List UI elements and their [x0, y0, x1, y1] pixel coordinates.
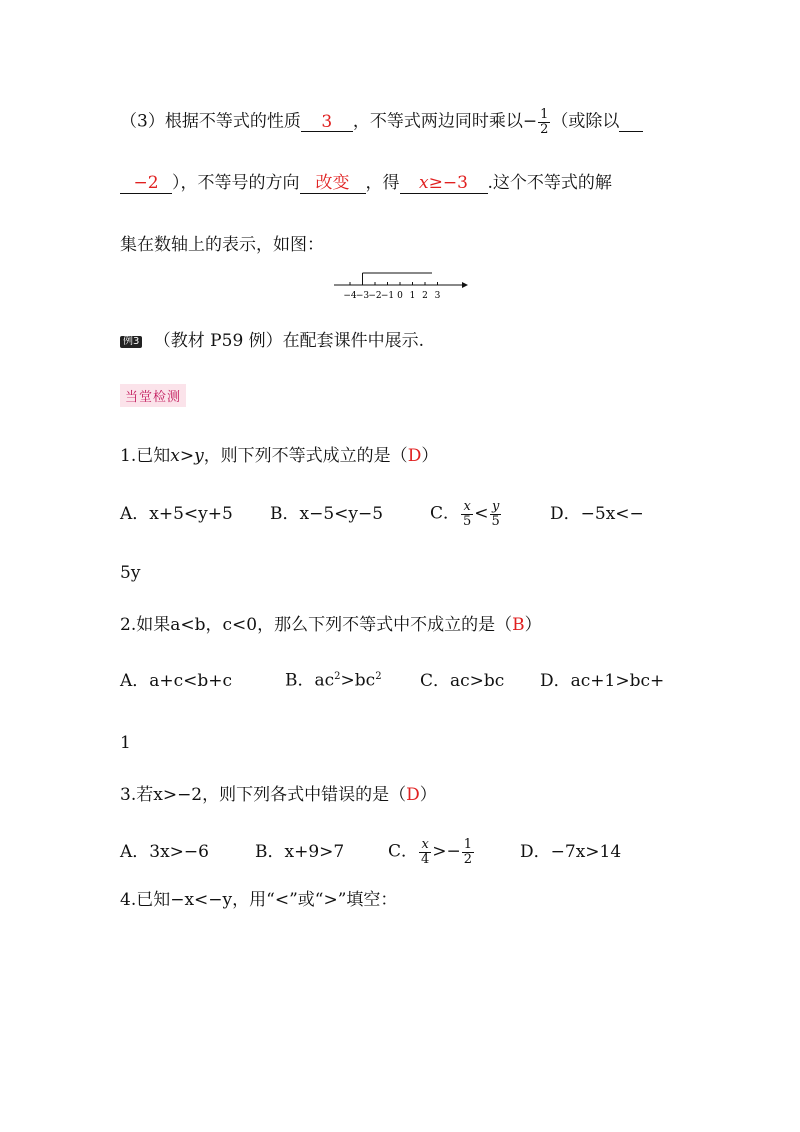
q1-options	[120, 500, 644, 528]
q3-stem-b: ，则下列各式中错误的是（	[202, 785, 407, 805]
q2-option-b: B．$ac^2>bc^2$	[285, 670, 382, 691]
q3-option-a: A．3x>−6	[120, 841, 209, 862]
answer-blank-2-start	[619, 113, 643, 133]
q3-answer: D	[406, 785, 420, 805]
q1-option-d-cont: 5y	[120, 563, 141, 583]
block3-text-g: 集在数轴上的表示，如图：	[120, 235, 324, 255]
block3-line2	[120, 174, 612, 194]
number-line-arrow	[462, 282, 468, 288]
q3-option-c: C． $\frac{x}{4}$ >− $\frac{1}{2}$	[388, 837, 473, 867]
q1-var-x: x	[170, 446, 180, 466]
q2-answer: B	[512, 615, 525, 635]
q2-option-d-cont: 1	[120, 733, 131, 753]
answer-blank-2: −2	[120, 174, 172, 194]
section-tag: 当堂检测	[120, 384, 186, 407]
q3-stem-a: 3.若	[120, 785, 154, 805]
number-line-tick-label: 3	[434, 291, 441, 300]
number-line-tick-label: −2	[368, 291, 382, 300]
answer-blank-4: x≥−3	[400, 174, 488, 194]
number-line-tick-label: 0	[397, 291, 403, 300]
q2-condition: a<b，c<0	[170, 615, 258, 635]
number-line-tick-label: −3	[355, 291, 370, 300]
example-text: （教材 P59 例）在配套课件中展示.	[153, 331, 425, 351]
q1-option-c: C． $\frac{x}{5}$ < $\frac{y}{5}$	[430, 499, 500, 529]
q4-stem: 4.已知−x<−y，用“<”或“>”填空：	[120, 890, 398, 910]
q1-option-a: A．x+5<y+5	[120, 503, 233, 524]
number-line-labels	[343, 291, 440, 300]
q1-stem-end: ）	[421, 446, 439, 466]
number-line-tick-label: 1	[409, 291, 416, 300]
q1-op: >	[179, 446, 195, 466]
q1-option-b: B．x−5<y−5	[270, 503, 384, 524]
answer-blank-3: 改变	[300, 174, 366, 194]
block3-text-f: .这个不等式的解	[487, 173, 612, 193]
block3-line3	[120, 237, 324, 254]
block3-text-a: （3）根据不等式的性质	[120, 111, 301, 132]
answer-blank-1: 3	[301, 113, 353, 133]
example-line	[120, 333, 424, 350]
q2-options	[120, 672, 664, 690]
block3-text-b: ，不等式两边同时乘以−	[352, 111, 538, 132]
q3-option-b: B．x+9>7	[255, 841, 345, 862]
q3-option-d: D．−7x>14	[520, 841, 622, 862]
number-line-tick-label: −4	[343, 291, 357, 300]
q3-stem-end: ）	[419, 785, 437, 805]
q2-option-c: C．ac>bc	[420, 670, 505, 691]
q2-stem-b: ，那么下列不等式中不成立的是（	[257, 615, 513, 635]
fraction-one-half: $\frac{1}{2}$	[540, 107, 549, 137]
block3-text-d: ），不等号的方向	[172, 173, 300, 193]
block3-line1	[120, 108, 643, 136]
q3-options	[120, 838, 621, 866]
number-line-tick-label: 2	[422, 291, 428, 300]
q1-stem-a: 1.已知	[120, 446, 171, 466]
q3-stem	[120, 787, 437, 804]
q1-answer: D	[407, 446, 422, 466]
number-line	[334, 270, 470, 300]
number-line-solution	[363, 273, 433, 285]
example-badge: 例3	[120, 336, 142, 348]
q2-option-d: D．ac+1>bc+	[540, 670, 665, 691]
q3-condition: x>−2	[153, 785, 203, 805]
q2-stem	[120, 617, 542, 634]
q2-option-a: A．a+c<b+c	[120, 670, 233, 691]
block3-text-e: ，得	[365, 173, 400, 193]
q1-option-d: D．−5x<−	[550, 503, 644, 524]
q2-stem-end: ）	[524, 615, 542, 635]
block3-text-c: （或除以	[551, 111, 620, 132]
q2-stem-a: 2.如果	[120, 615, 171, 635]
q1-stem-b: ，则下列不等式成立的是（	[203, 446, 408, 466]
q1-var-y: y	[194, 446, 204, 466]
number-line-tick-label: −1	[380, 291, 395, 300]
q1-stem	[120, 448, 438, 465]
